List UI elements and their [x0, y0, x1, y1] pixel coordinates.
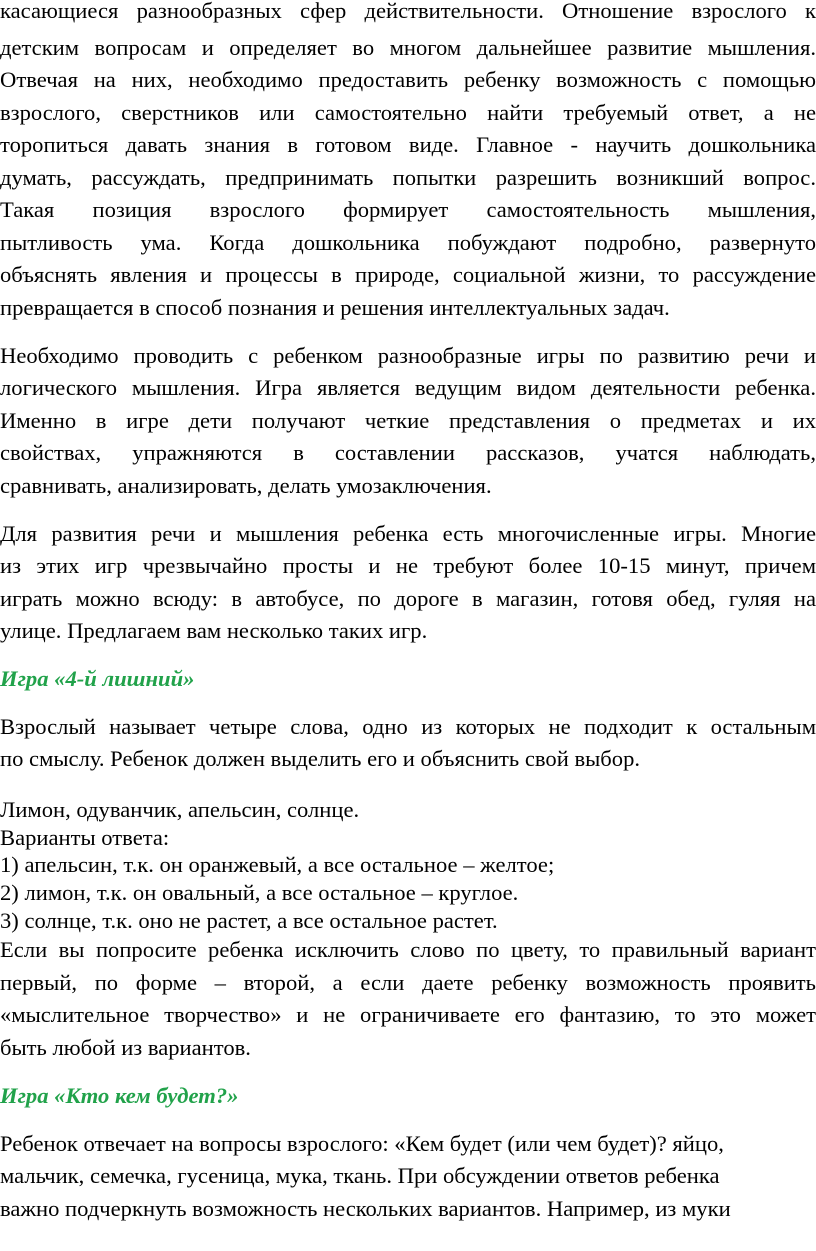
text-line: детским вопросам и определяет во многом дальнейшее развитие мышления. — [0, 35, 816, 60]
text-line: первый, по форме – второй, а если даете ребенку возможность проявить — [0, 970, 816, 995]
text-line: пытливость ума. Когда дошкольника побуждают подробно, развернуто — [0, 230, 816, 255]
text-line: улице. Предлагаем вам несколько таких игр. — [0, 618, 428, 643]
text-line: свойствах, упражняются в составлении рассказов, учатся наблюдать, — [0, 440, 816, 465]
text-line: быть любой из вариантов. — [0, 1035, 251, 1060]
text-line: касающиеся разнообразных сфер действительности. Отношение взрослого к — [0, 0, 816, 23]
text-line: объяснять явления и процессы в природе, социальной жизни, то рассуждение — [0, 262, 816, 287]
text-line: по смыслу. Ребенок должен выделить его и объяснить свой выбор. — [0, 746, 641, 771]
text-line: торопиться давать знания в готовом виде. Главное - научить дошкольника — [0, 132, 816, 157]
example-line: Лимон, одуванчик, апельсин, солнце. — [0, 797, 360, 822]
game-heading: Игра «Кто кем будет?» — [0, 1083, 239, 1108]
text-line: сравнивать, анализировать, делать умозаключения. — [0, 473, 492, 498]
example-line: 3) солнце, т.к. оно не растет, а все остальное растет. — [0, 908, 498, 933]
text-line: превращается в способ познания и решения интеллектуальных задач. — [0, 295, 670, 320]
text-line: Взрослый называет четыре слова, одно из которых не подходит к остальным — [0, 714, 816, 739]
text-line: мальчик, семечка, гусеница, мука, ткань. При обсуждении ответов ребенка — [0, 1163, 720, 1188]
text-line: Ребенок отвечает на вопросы взрослого: «Кем будет (или чем будет)? яйцо, — [0, 1131, 724, 1156]
text-line: думать, рассуждать, предпринимать попытки разрешить возникший вопрос. — [0, 165, 816, 190]
text-line: Если вы попросите ребенка исключить слово по цвету, то правильный вариант — [0, 937, 816, 962]
game-heading: Игра «4-й лишний» — [0, 666, 195, 691]
example-line: Варианты ответа: — [0, 825, 170, 850]
text-line: логического мышления. Игра является ведущим видом деятельности ребенка. — [0, 375, 816, 400]
text-line: Такая позиция взрослого формирует самостоятельность мышления, — [0, 197, 816, 222]
text-line: взрослого, сверстников или самостоятельно найти требуемый ответ, а не — [0, 100, 816, 125]
text-line: важно подчеркнуть возможность нескольких вариантов. Например, из муки — [0, 1196, 731, 1221]
text-line: «мыслительное творчество» и не ограничиваете его фантазию, то это может — [0, 1002, 816, 1027]
example-line: 2) лимон, т.к. он овальный, а все остальное – круглое. — [0, 880, 519, 905]
example-line: 1) апельсин, т.к. он оранжевый, а все остальное – желтое; — [0, 852, 555, 877]
text-line: Для развития речи и мышления ребенка есть многочисленные игры. Многие — [0, 521, 816, 546]
text-line: из этих игр чрезвычайно просты и не требуют более 10-15 минут, причем — [0, 553, 816, 578]
text-line: Именно в игре дети получают четкие представления о предметах и их — [0, 408, 816, 433]
text-line: Отвечая на них, необходимо предоставить ребенку возможность с помощью — [0, 67, 816, 92]
text-line: играть можно всюду: в автобусе, по дороге в магазин, готовя обед, гуляя на — [0, 586, 816, 611]
text-line: Необходимо проводить с ребенком разнообразные игры по развитию речи и — [0, 343, 816, 368]
